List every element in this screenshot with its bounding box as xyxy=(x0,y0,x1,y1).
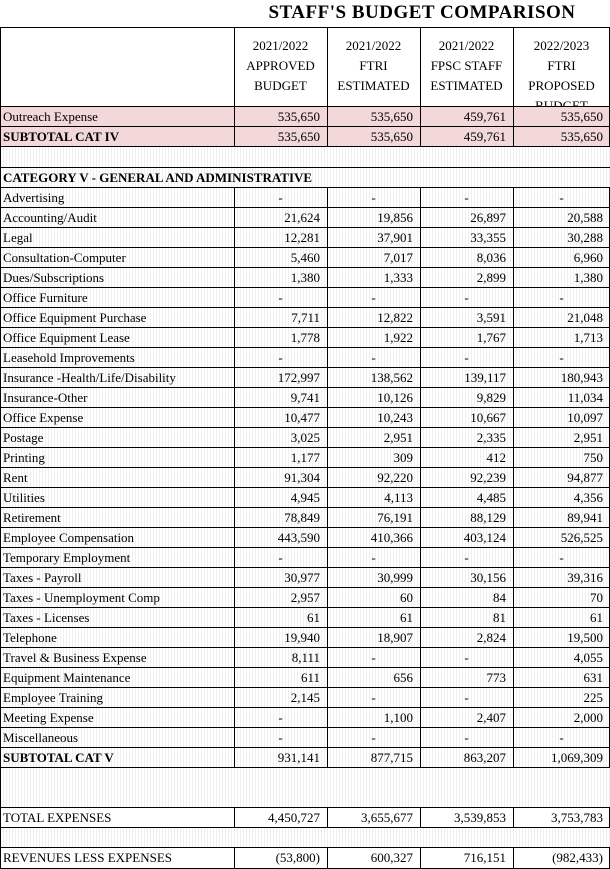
table-row xyxy=(0,448,610,468)
grid-line xyxy=(0,727,610,728)
value-proposed: 21,048 xyxy=(567,310,603,325)
value-ftri-estimated: 7,017 xyxy=(383,250,413,265)
value-ftri-estimated: 1,100 xyxy=(383,710,413,725)
value-approved: - xyxy=(278,350,283,365)
row-label: TOTAL EXPENSES xyxy=(3,810,112,825)
grid-line xyxy=(234,27,235,147)
subtotal-cat-iv-row xyxy=(0,127,610,147)
value-proposed: 20,588 xyxy=(567,210,603,225)
value-proposed: 3,753,783 xyxy=(551,810,603,825)
grid-line xyxy=(0,647,610,648)
grid-line xyxy=(0,287,610,288)
value-fpsc-estimated: 4,485 xyxy=(476,490,506,505)
grid-line xyxy=(513,27,514,147)
grid-line xyxy=(0,146,610,147)
value-approved: - xyxy=(278,550,283,565)
table-row xyxy=(0,288,610,308)
value-ftri-estimated: 30,999 xyxy=(377,570,413,585)
table-row xyxy=(0,348,610,368)
value-ftri-estimated: 76,191 xyxy=(377,510,413,525)
value-ftri-estimated: 1,333 xyxy=(383,270,413,285)
row-label: Office Equipment Purchase xyxy=(3,310,147,325)
grid-line xyxy=(234,847,235,869)
value-proposed: 61 xyxy=(590,610,603,625)
grid-line xyxy=(0,106,610,107)
value-ftri-estimated: - xyxy=(371,190,376,205)
row-label: REVENUES LESS EXPENSES xyxy=(3,850,173,865)
value-proposed: - xyxy=(559,290,564,305)
row-label: SUBTOTAL CAT IV xyxy=(3,129,120,144)
value-proposed: 180,943 xyxy=(560,370,603,385)
grid-line xyxy=(0,247,610,248)
grid-line xyxy=(327,27,328,147)
value-approved: 78,849 xyxy=(284,510,320,525)
grid-line xyxy=(0,527,610,528)
value-approved: 535,650 xyxy=(277,129,320,144)
grid-line xyxy=(420,187,421,768)
row-label: Office Expense xyxy=(3,410,84,425)
column-header-fpsc-estimated: 2021/2022 FPSC STAFF ESTIMATED xyxy=(430,38,503,93)
value-ftri-estimated: - xyxy=(371,290,376,305)
row-label: Taxes - Unemployment Comp xyxy=(3,590,160,605)
grid-line xyxy=(0,167,610,168)
row-label: Utilities xyxy=(3,490,45,505)
grid-line xyxy=(513,847,514,869)
table-row xyxy=(0,708,610,728)
value-fpsc-estimated: 30,156 xyxy=(470,570,506,585)
value-approved: 3,025 xyxy=(290,430,320,445)
row-label: Advertising xyxy=(3,190,65,205)
value-approved: 4,450,727 xyxy=(268,810,320,825)
table-row xyxy=(0,688,610,708)
value-fpsc-estimated: 863,207 xyxy=(463,750,506,765)
row-label: Taxes - Payroll xyxy=(3,570,82,585)
table-row xyxy=(0,268,610,288)
grid-line xyxy=(0,707,610,708)
grid-line xyxy=(0,687,610,688)
table-row xyxy=(0,488,610,508)
table-row xyxy=(0,528,610,548)
grid-line xyxy=(0,747,610,748)
grid-line xyxy=(0,767,610,768)
value-ftri-estimated: 12,822 xyxy=(377,310,413,325)
value-approved: 8,111 xyxy=(291,650,320,665)
row-label: Travel & Business Expense xyxy=(3,650,147,665)
value-approved: 611 xyxy=(300,670,320,685)
value-approved: - xyxy=(278,730,283,745)
row-label: Dues/Subscriptions xyxy=(3,270,105,285)
grid-line xyxy=(0,507,610,508)
value-approved: 1,380 xyxy=(290,270,320,285)
table-row xyxy=(0,668,610,688)
value-proposed: 526,525 xyxy=(560,530,603,545)
value-approved: 91,304 xyxy=(284,470,320,485)
value-fpsc-estimated: - xyxy=(464,350,469,365)
value-ftri-estimated: 535,650 xyxy=(370,109,413,124)
grid-line xyxy=(0,607,610,608)
grid-line xyxy=(327,847,328,869)
value-proposed: 535,650 xyxy=(560,109,603,124)
value-proposed: 1,069,309 xyxy=(551,750,603,765)
value-approved: 9,741 xyxy=(290,390,320,405)
outreach-row xyxy=(0,107,610,127)
grid-line xyxy=(0,447,610,448)
value-proposed: 89,941 xyxy=(567,510,603,525)
grid-line xyxy=(513,187,514,768)
value-proposed: 94,877 xyxy=(567,470,603,485)
value-ftri-estimated: 535,650 xyxy=(370,129,413,144)
value-fpsc-estimated: 459,761 xyxy=(463,129,506,144)
row-label: Office Equipment Lease xyxy=(3,330,130,345)
value-proposed: - xyxy=(559,730,564,745)
value-proposed: 30,288 xyxy=(567,230,603,245)
value-ftri-estimated: - xyxy=(371,650,376,665)
row-label: Taxes - Licenses xyxy=(3,610,90,625)
row-label: Equipment Maintenance xyxy=(3,670,131,685)
row-label: Meeting Expense xyxy=(3,710,94,725)
value-fpsc-estimated: 412 xyxy=(486,450,506,465)
value-approved: 2,957 xyxy=(290,590,320,605)
grid-line xyxy=(0,307,610,308)
grid-line xyxy=(0,227,610,228)
value-proposed: 750 xyxy=(583,450,603,465)
value-fpsc-estimated: - xyxy=(464,550,469,565)
value-ftri-estimated: 1,922 xyxy=(383,330,413,345)
table-row xyxy=(0,428,610,448)
value-approved: 172,997 xyxy=(277,370,320,385)
value-proposed: 10,097 xyxy=(567,410,603,425)
column-header-proposed: 2022/2023 FTRI PROPOSED xyxy=(528,38,595,93)
grid-line xyxy=(0,407,610,408)
value-fpsc-estimated: 459,761 xyxy=(463,109,506,124)
value-fpsc-estimated: - xyxy=(464,650,469,665)
grid-line xyxy=(0,487,610,488)
value-approved: 21,624 xyxy=(284,210,320,225)
value-fpsc-estimated: 773 xyxy=(486,670,506,685)
grid-line xyxy=(0,427,610,428)
value-fpsc-estimated: - xyxy=(464,730,469,745)
value-ftri-estimated: 877,715 xyxy=(370,750,413,765)
category-v-heading: CATEGORY V - GENERAL AND ADMINISTRATIVE xyxy=(3,170,313,185)
grid-line xyxy=(513,807,514,828)
value-ftri-estimated: 656 xyxy=(393,670,413,685)
row-label: Accounting/Audit xyxy=(3,210,97,225)
value-approved: 931,141 xyxy=(277,750,320,765)
row-label: Insurance -Health/Life/Disability xyxy=(3,370,176,385)
value-fpsc-estimated: 8,036 xyxy=(476,250,506,265)
value-fpsc-estimated: - xyxy=(464,190,469,205)
value-fpsc-estimated: 2,899 xyxy=(476,270,506,285)
total-expenses-row xyxy=(0,808,610,828)
grid-line xyxy=(0,367,610,368)
value-ftri-estimated: 138,562 xyxy=(370,370,413,385)
grid-line xyxy=(420,807,421,828)
value-proposed: 1,713 xyxy=(573,330,603,345)
value-approved: 61 xyxy=(307,610,320,625)
grid-line xyxy=(420,27,421,147)
grid-line xyxy=(0,587,610,588)
value-proposed: - xyxy=(559,550,564,565)
value-approved: (53,800) xyxy=(275,850,320,865)
table-row xyxy=(0,588,610,608)
category-v-heading-row xyxy=(0,168,610,188)
table-row xyxy=(0,648,610,668)
table-row xyxy=(0,248,610,268)
table-row xyxy=(0,548,610,568)
value-ftri-estimated: - xyxy=(371,550,376,565)
value-approved: 1,177 xyxy=(290,450,320,465)
row-label: Outreach Expense xyxy=(3,109,98,124)
value-fpsc-estimated: 3,591 xyxy=(476,310,506,325)
value-ftri-estimated: 37,901 xyxy=(377,230,413,245)
table-row xyxy=(0,308,610,328)
value-fpsc-estimated: 2,407 xyxy=(476,710,506,725)
grid-line xyxy=(0,347,610,348)
value-fpsc-estimated: 81 xyxy=(493,610,506,625)
value-approved: 5,460 xyxy=(290,250,320,265)
value-ftri-estimated: 61 xyxy=(400,610,413,625)
row-label: Postage xyxy=(3,430,44,445)
grid-line xyxy=(0,567,610,568)
value-ftri-estimated: 600,327 xyxy=(370,850,413,865)
grid-line xyxy=(234,807,235,828)
table-row xyxy=(0,628,610,648)
grid-line xyxy=(0,207,610,208)
table-row xyxy=(0,408,610,428)
value-ftri-estimated: 4,113 xyxy=(384,490,413,505)
table-row xyxy=(0,388,610,408)
row-label: Consultation-Computer xyxy=(3,250,126,265)
table-row xyxy=(0,328,610,348)
value-ftri-estimated: 92,220 xyxy=(377,470,413,485)
row-label: Printing xyxy=(3,450,45,465)
grid-line xyxy=(0,847,610,848)
value-fpsc-estimated: - xyxy=(464,290,469,305)
grid-line xyxy=(327,807,328,828)
row-label: Employee Compensation xyxy=(3,530,135,545)
grid-line xyxy=(0,27,610,28)
value-ftri-estimated: 18,907 xyxy=(377,630,413,645)
value-fpsc-estimated: 10,667 xyxy=(470,410,506,425)
value-fpsc-estimated: 88,129 xyxy=(470,510,506,525)
value-proposed: 70 xyxy=(590,590,603,605)
value-approved: 30,977 xyxy=(284,570,320,585)
column-header-approved: 2021/2022 APPROVED BUDGET xyxy=(246,38,315,93)
table-row xyxy=(0,728,610,748)
value-approved: 7,711 xyxy=(291,310,320,325)
row-label: Temporary Employment xyxy=(3,550,131,565)
subtotal-cat-v-row xyxy=(0,748,610,768)
table-row xyxy=(0,228,610,248)
value-ftri-estimated: - xyxy=(371,690,376,705)
value-approved: - xyxy=(278,710,283,725)
value-approved: 19,940 xyxy=(284,630,320,645)
value-ftri-estimated: 3,655,677 xyxy=(361,810,413,825)
spacer-row xyxy=(0,147,610,167)
value-fpsc-estimated: 9,829 xyxy=(476,390,506,405)
table-row xyxy=(0,368,610,388)
row-label: Miscellaneous xyxy=(3,730,79,745)
row-label: Office Furniture xyxy=(3,290,88,305)
value-proposed: 225 xyxy=(583,690,603,705)
table-row xyxy=(0,468,610,488)
grid-line xyxy=(0,627,610,628)
value-fpsc-estimated: 403,124 xyxy=(463,530,506,545)
value-proposed: 19,500 xyxy=(567,630,603,645)
value-proposed: 2,000 xyxy=(573,710,603,725)
value-ftri-estimated: 10,243 xyxy=(377,410,413,425)
value-proposed: - xyxy=(559,190,564,205)
value-ftri-estimated: 60 xyxy=(400,590,413,605)
value-fpsc-estimated: 3,539,853 xyxy=(454,810,506,825)
value-proposed: 11,034 xyxy=(567,390,603,405)
value-ftri-estimated: 410,366 xyxy=(370,530,413,545)
row-label: Retirement xyxy=(3,510,61,525)
grid-line xyxy=(0,827,610,828)
value-approved: - xyxy=(278,290,283,305)
table-row xyxy=(0,508,610,528)
grid-line xyxy=(234,187,235,768)
value-ftri-estimated: 309 xyxy=(393,450,413,465)
grid-line xyxy=(0,27,1,869)
value-approved: 1,778 xyxy=(290,330,320,345)
value-proposed: 535,650 xyxy=(560,129,603,144)
grid-line xyxy=(0,807,610,808)
value-fpsc-estimated: 84 xyxy=(493,590,506,605)
value-fpsc-estimated: - xyxy=(464,690,469,705)
row-label: Rent xyxy=(3,470,28,485)
sheet-title: STAFF'S BUDGET COMPARISON xyxy=(268,2,576,23)
spacer-band xyxy=(0,828,610,848)
value-fpsc-estimated: 92,239 xyxy=(470,470,506,485)
value-fpsc-estimated: 1,767 xyxy=(476,330,506,345)
value-proposed: - xyxy=(559,350,564,365)
grid-line xyxy=(0,267,610,268)
row-label: Legal xyxy=(3,230,33,245)
value-approved: 12,281 xyxy=(284,230,320,245)
grid-line xyxy=(0,126,610,127)
row-label: Telephone xyxy=(3,630,57,645)
value-approved: 535,650 xyxy=(277,109,320,124)
value-approved: 2,145 xyxy=(290,690,320,705)
value-proposed: 6,960 xyxy=(573,250,603,265)
value-proposed: (982,433) xyxy=(552,850,603,865)
row-label: SUBTOTAL CAT V xyxy=(3,750,114,765)
revenues-less-expenses-row xyxy=(0,848,610,868)
value-proposed: 631 xyxy=(583,670,603,685)
value-ftri-estimated: 2,951 xyxy=(383,430,413,445)
value-proposed: 2,951 xyxy=(573,430,603,445)
grid-line xyxy=(0,467,610,468)
value-approved: - xyxy=(278,190,283,205)
value-fpsc-estimated: 2,335 xyxy=(476,430,506,445)
value-proposed: 4,356 xyxy=(573,490,603,505)
value-approved: 10,477 xyxy=(284,410,320,425)
grid-line xyxy=(420,847,421,869)
row-label: Leasehold Improvements xyxy=(3,350,135,365)
value-ftri-estimated: - xyxy=(371,350,376,365)
value-fpsc-estimated: 139,117 xyxy=(464,370,506,385)
table-row xyxy=(0,568,610,588)
value-approved: 4,945 xyxy=(290,490,320,505)
table-row xyxy=(0,608,610,628)
value-fpsc-estimated: 26,897 xyxy=(470,210,506,225)
row-label: Insurance-Other xyxy=(3,390,88,405)
value-ftri-estimated: 10,126 xyxy=(377,390,413,405)
value-ftri-estimated: - xyxy=(371,730,376,745)
table-row xyxy=(0,188,610,208)
grid-line xyxy=(0,547,610,548)
spacer-band xyxy=(0,768,610,808)
value-fpsc-estimated: 2,824 xyxy=(476,630,506,645)
value-proposed: 4,055 xyxy=(573,650,603,665)
table-row xyxy=(0,208,610,228)
grid-line xyxy=(0,667,610,668)
value-approved: 443,590 xyxy=(277,530,320,545)
value-fpsc-estimated: 33,355 xyxy=(470,230,506,245)
value-proposed: 1,380 xyxy=(573,270,603,285)
value-ftri-estimated: 19,856 xyxy=(377,210,413,225)
grid-line xyxy=(0,387,610,388)
grid-line xyxy=(327,187,328,768)
column-header-ftri-estimated: 2021/2022 FTRI ESTIMATED xyxy=(337,38,410,93)
value-proposed: 39,316 xyxy=(567,570,603,585)
value-fpsc-estimated: 716,151 xyxy=(463,850,506,865)
grid-line xyxy=(0,327,610,328)
grid-line xyxy=(0,187,610,188)
row-label: Employee Training xyxy=(3,690,104,705)
